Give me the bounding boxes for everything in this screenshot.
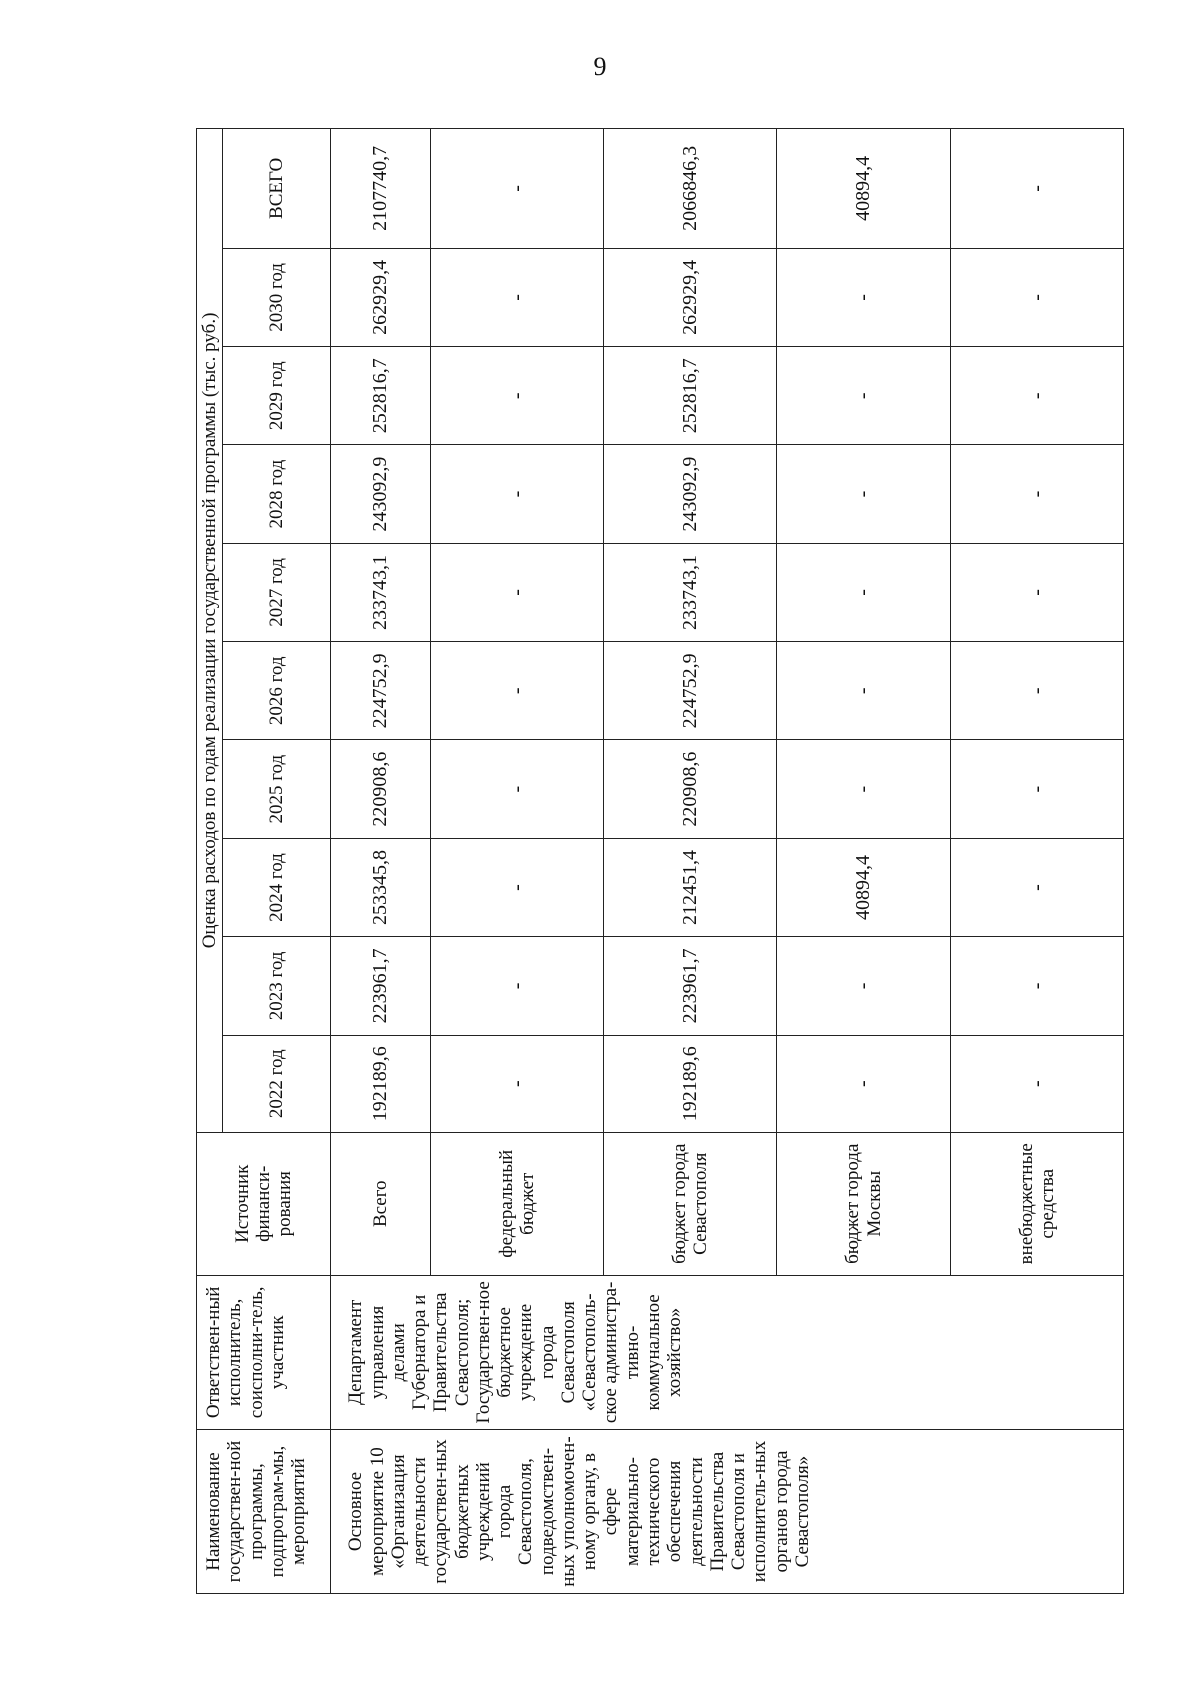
value-cell: - — [777, 445, 950, 543]
total-cell: 2107740,7 — [331, 129, 431, 249]
table-container — [196, 128, 1124, 1594]
value-cell: 220908,6 — [604, 740, 777, 838]
responsible-executor: Департамент управления делами Губернатора и Правительства Севастополя; Государствен-ное бюджетное учреждение города Севастополя «Севастополь-ское администра-тивно-коммунальное хозяйство» — [331, 1275, 1124, 1429]
value-cell: 223961,7 — [331, 937, 431, 1035]
total-cell: 40894,4 — [777, 129, 950, 249]
header-year: 2022 год — [223, 1035, 331, 1132]
page-number: 9 — [593, 52, 607, 81]
value-cell: - — [431, 248, 604, 346]
value-cell: - — [431, 740, 604, 838]
header-year: 2029 год — [223, 347, 331, 445]
total-cell: - — [431, 129, 604, 249]
value-cell: - — [777, 1035, 950, 1132]
header-name: Наименование государствен-ной программы, подпрограм-мы, мероприятий — [197, 1430, 331, 1594]
value-cell: - — [950, 937, 1123, 1035]
value-cell: - — [777, 347, 950, 445]
value-cell: 233743,1 — [604, 543, 777, 641]
value-cell: 253345,8 — [331, 838, 431, 936]
value-cell: 40894,4 — [777, 838, 950, 936]
header-year: 2030 год — [223, 248, 331, 346]
header-year: 2023 год — [223, 937, 331, 1035]
value-cell: - — [950, 838, 1123, 936]
header-responsible: Ответствен-ный исполнитель, соисполни-тель, участник — [197, 1275, 331, 1429]
value-cell: 243092,9 — [604, 445, 777, 543]
value-cell: 252816,7 — [604, 347, 777, 445]
header-year: 2026 год — [223, 642, 331, 740]
value-cell: 262929,4 — [331, 248, 431, 346]
value-cell: - — [950, 543, 1123, 641]
value-cell: 212451,4 — [604, 838, 777, 936]
header-total: ВСЕГО — [223, 129, 331, 249]
value-cell: 192189,6 — [604, 1035, 777, 1132]
value-cell: - — [777, 543, 950, 641]
value-cell: - — [431, 543, 604, 641]
header-year: 2025 год — [223, 740, 331, 838]
table-row-total — [331, 129, 431, 1594]
source-cell: Всего — [331, 1132, 431, 1275]
value-cell: 252816,7 — [331, 347, 431, 445]
value-cell: - — [431, 937, 604, 1035]
header-estimate: Оценка расходов по годам реализации государственной программы (тыс. руб.) — [197, 129, 223, 1133]
header-source: Источник финанси-рования — [197, 1132, 331, 1275]
measure-name: Основное мероприятие 10 «Организация деятельности государствен-ных бюджетных учреждений города Севастополя, подведомствен-ных уполномочен-ному органу, в сфере материально-технического обеспечения деятельности Правительства Севастополя и исполнитель-ных органов города Севастополя» — [331, 1430, 1124, 1594]
value-cell: - — [431, 1035, 604, 1132]
value-cell: - — [431, 347, 604, 445]
value-cell: 224752,9 — [331, 642, 431, 740]
source-cell: внебюджетные средства — [950, 1132, 1123, 1275]
value-cell: - — [950, 445, 1123, 543]
header-row-top — [197, 129, 223, 1594]
value-cell: - — [431, 642, 604, 740]
value-cell: 243092,9 — [331, 445, 431, 543]
value-cell: - — [950, 347, 1123, 445]
total-cell: 2066846,3 — [604, 129, 777, 249]
value-cell: 223961,7 — [604, 937, 777, 1035]
value-cell: - — [431, 838, 604, 936]
source-cell: федеральный бюджет — [431, 1132, 604, 1275]
header-year: 2027 год — [223, 543, 331, 641]
total-cell: - — [950, 129, 1123, 249]
value-cell: - — [777, 740, 950, 838]
value-cell: - — [950, 248, 1123, 346]
financing-table — [196, 128, 1124, 1594]
source-cell: бюджет города Москвы — [777, 1132, 950, 1275]
value-cell: 233743,1 — [331, 543, 431, 641]
value-cell: - — [431, 445, 604, 543]
value-cell: 220908,6 — [331, 740, 431, 838]
value-cell: - — [777, 642, 950, 740]
value-cell: - — [950, 740, 1123, 838]
value-cell: 262929,4 — [604, 248, 777, 346]
rotated-table-frame — [196, 128, 1124, 1594]
source-cell: бюджет города Севастополя — [604, 1132, 777, 1275]
value-cell: - — [777, 248, 950, 346]
value-cell: 192189,6 — [331, 1035, 431, 1132]
value-cell: - — [777, 937, 950, 1035]
value-cell: 224752,9 — [604, 642, 777, 740]
header-year: 2024 год — [223, 838, 331, 936]
header-year: 2028 год — [223, 445, 331, 543]
value-cell: - — [950, 1035, 1123, 1132]
value-cell: - — [950, 642, 1123, 740]
